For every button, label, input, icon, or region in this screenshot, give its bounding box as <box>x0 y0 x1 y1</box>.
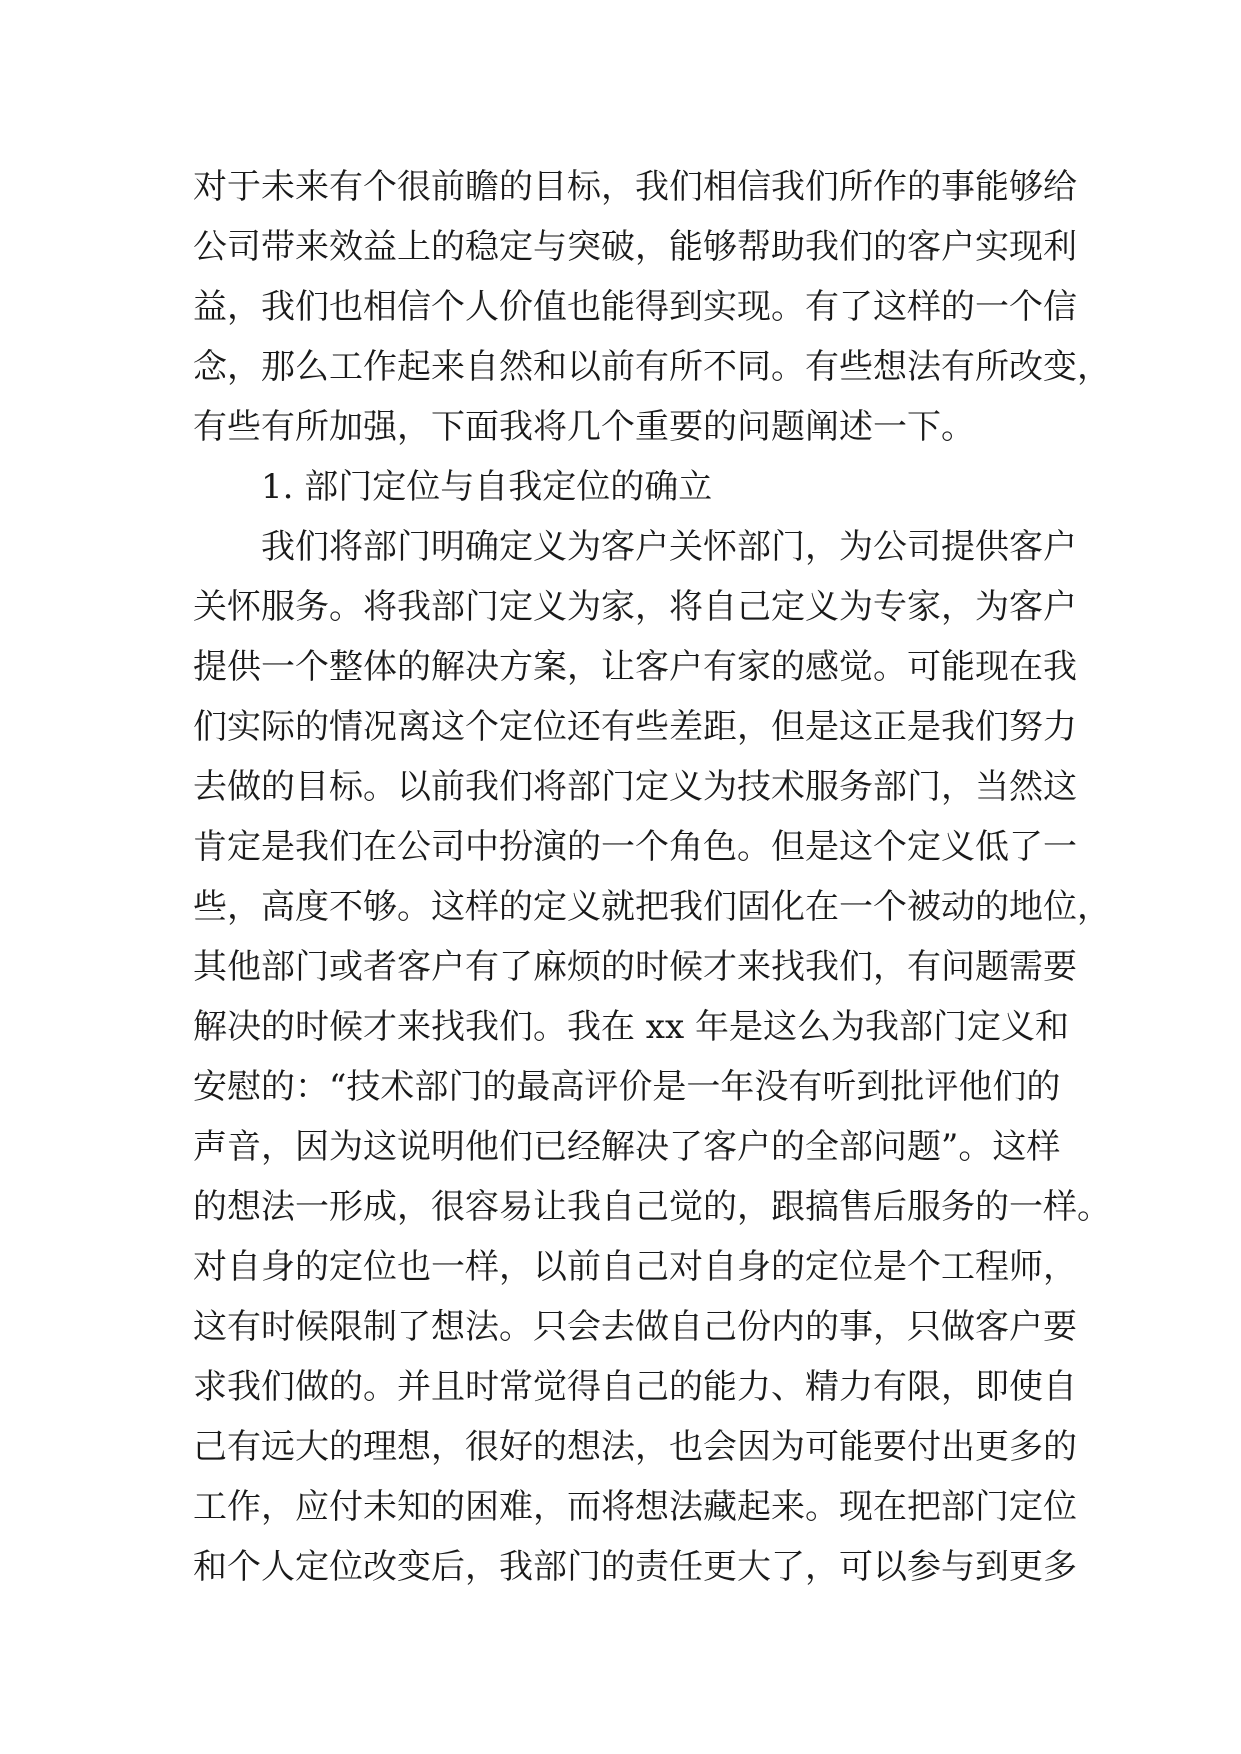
paragraph-line: 求我们做的。并且时常觉得自己的能力、精力有限，即使自 <box>193 1367 1077 1407</box>
paragraph-line: 们实际的情况离这个定位还有些差距，但是这正是我们努力 <box>193 707 1077 747</box>
paragraph-line: 肯定是我们在公司中扮演的一个角色。但是这个定义低了一 <box>193 827 1077 867</box>
paragraph-line: 公司带来效益上的稳定与突破，能够帮助我们的客户实现利 <box>193 227 1077 267</box>
paragraph-line: 工作，应付未知的困难，而将想法藏起来。现在把部门定位 <box>193 1487 1077 1527</box>
paragraph-line: 解决的时候才来找我们。我在 xx 年是这么为我部门定义和 <box>193 1007 1069 1047</box>
paragraph-line: 提供一个整体的解决方案，让客户有家的感觉。可能现在我 <box>193 647 1077 687</box>
paragraph-line: 我们将部门明确定义为客户关怀部门，为公司提供客户 <box>261 527 1077 567</box>
body-text <box>193 157 1111 1597</box>
paragraph-line: 安慰的：“技术部门的最高评价是一年没有听到批评他们的 <box>193 1067 1061 1107</box>
paragraph-line: 对自身的定位也一样，以前自己对自身的定位是个工程师， <box>193 1247 1077 1287</box>
paragraph-line: 关怀服务。将我部门定义为家，将自己定义为专家，为客户 <box>193 587 1077 627</box>
paragraph-line: 些，高度不够。这样的定义就把我们固化在一个被动的地位， <box>193 887 1111 927</box>
paragraph-line: 声音，因为这说明他们已经解决了客户的全部问题”。这样 <box>193 1127 1061 1167</box>
paragraph-line: 对于未来有个很前瞻的目标，我们相信我们所作的事能够给 <box>193 167 1077 207</box>
paragraph-line: 其他部门或者客户有了麻烦的时候才来找我们，有问题需要 <box>193 947 1077 987</box>
paragraph-line: 这有时候限制了想法。只会去做自己份内的事，只做客户要 <box>193 1307 1077 1347</box>
paragraph-line: 己有远大的理想，很好的想法，也会因为可能要付出更多的 <box>193 1427 1077 1467</box>
paragraph-line: 念，那么工作起来自然和以前有所不同。有些想法有所改变， <box>193 347 1111 387</box>
paragraph-line: 去做的目标。以前我们将部门定义为技术服务部门，当然这 <box>193 767 1077 807</box>
section-heading: 1. 部门定位与自我定位的确立 <box>261 467 713 507</box>
paragraph-line: 益，我们也相信个人价值也能得到实现。有了这样的一个信 <box>193 287 1077 327</box>
paragraph-line: 有些有所加强，下面我将几个重要的问题阐述一下。 <box>193 407 975 447</box>
paragraph-line: 和个人定位改变后，我部门的责任更大了，可以参与到更多 <box>193 1547 1077 1587</box>
paragraph-line: 的想法一形成，很容易让我自己觉的，跟搞售后服务的一样。 <box>193 1187 1111 1227</box>
